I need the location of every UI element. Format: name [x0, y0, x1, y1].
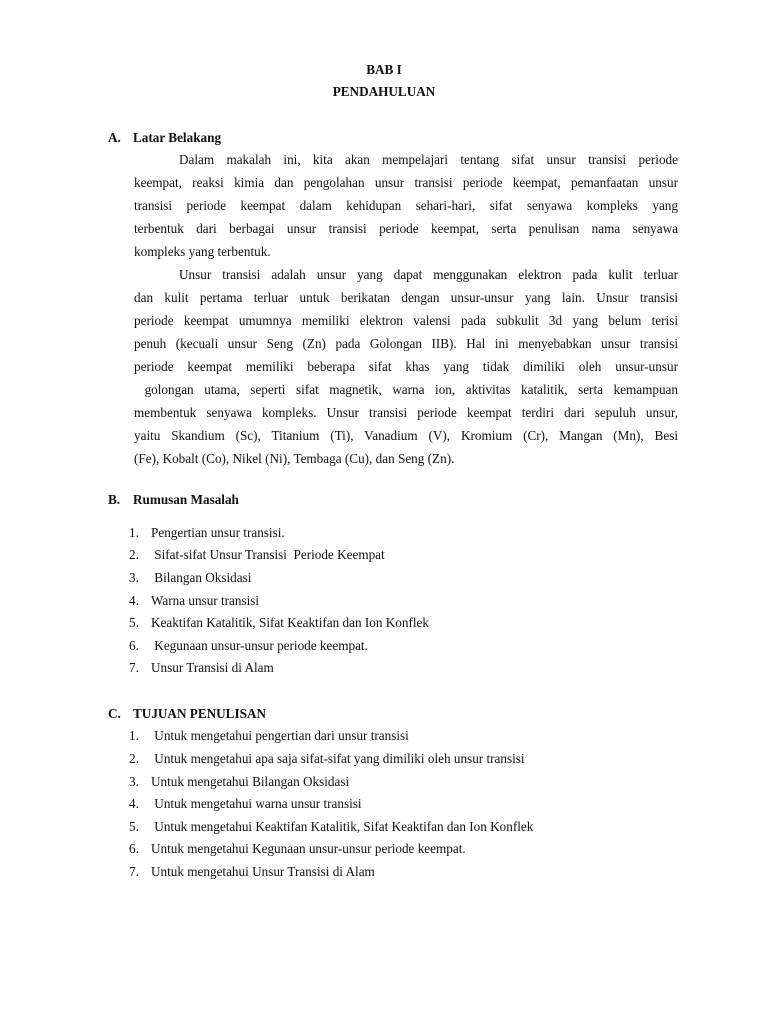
- list-number: 2.: [129, 751, 139, 766]
- paragraph-line: periode keempat memiliki beberapa sifat khas yang tidak dimiliki oleh unsur-unsur: [134, 359, 678, 374]
- list-text: Untuk mengetahui pengertian dari unsur transisi: [151, 728, 409, 743]
- list-text: Pengertian unsur transisi.: [151, 525, 285, 540]
- list-text: Sifat-sifat Unsur Transisi Periode Keempat: [151, 547, 385, 562]
- list-number: 1.: [129, 525, 139, 540]
- section-c-heading: [108, 706, 266, 722]
- list-item: [129, 570, 251, 586]
- section-b-heading: [108, 492, 239, 508]
- section-c-title: TUJUAN PENULISAN: [133, 706, 266, 721]
- list-text: Untuk mengetahui Bilangan Oksidasi: [151, 774, 350, 789]
- paragraph-line: dan kulit pertama terluar untuk berikatan dengan unsur-unsur yang lain. Unsur transisi: [134, 290, 678, 305]
- list-number: 7.: [129, 864, 139, 879]
- list-text: Untuk mengetahui apa saja sifat-sifat yang dimiliki oleh unsur transisi: [151, 751, 525, 766]
- list-number: 1.: [129, 728, 139, 743]
- section-a-paragraph-1: [134, 148, 678, 263]
- list-number: 6.: [129, 841, 139, 856]
- list-item: [129, 751, 525, 767]
- section-b-title: Rumusan Masalah: [133, 492, 239, 507]
- list-item: [129, 841, 466, 857]
- list-item: [129, 525, 285, 541]
- list-number: 6.: [129, 638, 139, 653]
- paragraph-line: membentuk senyawa kompleks. Unsur transisi periode keempat terdiri dari sepuluh unsur,: [134, 405, 678, 420]
- list-item: [129, 615, 429, 631]
- paragraph-line: yaitu Skandium (Sc), Titanium (Ti), Vanadium (V), Kromium (Cr), Mangan (Mn), Besi: [134, 428, 678, 443]
- list-item: [129, 796, 362, 812]
- list-number: 2.: [129, 547, 139, 562]
- list-item: [129, 864, 375, 880]
- list-item: [129, 728, 409, 744]
- list-text: Unsur Transisi di Alam: [151, 660, 274, 675]
- paragraph-line: periode keempat umumnya memiliki elektron valensi pada subkulit 3d yang belum terisi: [134, 313, 678, 328]
- list-item: [129, 819, 533, 835]
- list-number: 5.: [129, 615, 139, 630]
- paragraph-line: Dalam makalah ini, kita akan mempelajari tentang sifat unsur transisi periode: [179, 152, 678, 167]
- section-c-letter: C.: [108, 706, 121, 721]
- chapter-number: BAB I: [366, 62, 402, 77]
- list-text: Untuk mengetahui Unsur Transisi di Alam: [151, 864, 375, 879]
- list-text: Bilangan Oksidasi: [151, 570, 252, 585]
- section-a-paragraph-2: [134, 263, 678, 470]
- paragraph-line: terbentuk dari berbagai unsur transisi periode keempat, serta penulisan nama senyawa: [134, 221, 678, 236]
- list-text: Keaktifan Katalitik, Sifat Keaktifan dan Ion Konflek: [151, 615, 429, 630]
- list-text: Warna unsur transisi: [151, 593, 260, 608]
- list-item: [129, 774, 349, 790]
- section-a-letter: A.: [108, 130, 121, 145]
- list-number: 3.: [129, 774, 139, 789]
- list-item: [129, 593, 259, 609]
- paragraph-line: keempat, reaksi kimia dan pengolahan unsur transisi periode keempat, pemanfaatan unsur: [134, 175, 678, 190]
- list-number: 7.: [129, 660, 139, 675]
- list-text: Kegunaan unsur-unsur periode keempat.: [151, 638, 368, 653]
- list-item: [129, 547, 385, 563]
- list-text: Untuk mengetahui warna unsur transisi: [151, 796, 362, 811]
- section-a-heading: [108, 130, 221, 146]
- list-number: 4.: [129, 593, 139, 608]
- paragraph-line: kompleks yang terbentuk.: [134, 244, 271, 259]
- list-item: [129, 638, 368, 654]
- paragraph-line: transisi periode keempat dalam kehidupan sehari-hari, sifat senyawa kompleks yang: [134, 198, 678, 213]
- section-a-title: Latar Belakang: [133, 130, 222, 145]
- paragraph-line: Unsur transisi adalah unsur yang dapat menggunakan elektron pada kulit terluar: [179, 267, 678, 282]
- paragraph-line: (Fe), Kobalt (Co), Nikel (Ni), Tembaga (Cu), dan Seng (Zn).: [134, 451, 455, 466]
- paragraph-line: penuh (kecuali unsur Seng (Zn) pada Golongan IIB). Hal ini menyebabkan unsur transisi: [134, 336, 678, 351]
- chapter-title: PENDAHULUAN: [332, 84, 436, 99]
- list-number: 5.: [129, 819, 139, 834]
- list-text: Untuk mengetahui Keaktifan Katalitik, Sifat Keaktifan dan Ion Konflek: [151, 819, 534, 834]
- paragraph-line: golongan utama, seperti sifat magnetik, warna ion, aktivitas katalitik, serta kemampuan: [134, 382, 678, 397]
- section-b-letter: B.: [108, 492, 121, 507]
- list-text: Untuk mengetahui Kegunaan unsur-unsur periode keempat.: [151, 841, 466, 856]
- list-item: [129, 660, 274, 676]
- list-number: 4.: [129, 796, 139, 811]
- list-number: 3.: [129, 570, 139, 585]
